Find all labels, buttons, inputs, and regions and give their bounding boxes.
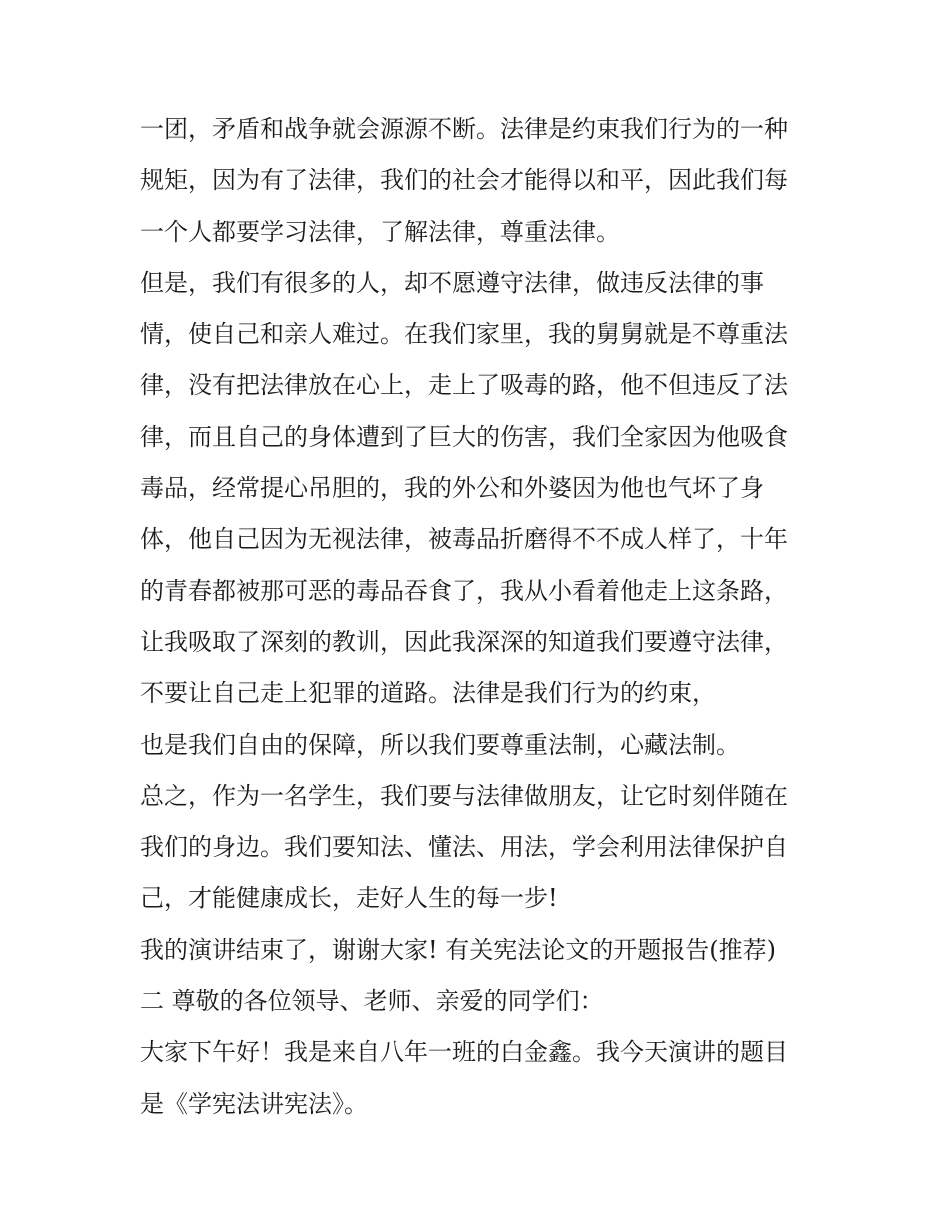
text-line: 但是，我们有很多的人，却不愿遵守法律，做违反法律的事 bbox=[140, 268, 764, 297]
text-line: 总之，作为一名学生，我们要与法律做朋友，让它时刻伴随在 bbox=[140, 781, 788, 810]
text-line: 我们的身边。我们要知法、懂法、用法，学会利用法律保护自 bbox=[140, 833, 788, 862]
text-line: 体，他自己因为无视法律，被毒品折磨得不不成人样了，十年 bbox=[140, 525, 788, 554]
text-line: 不要让自己走上犯罪的道路。法律是我们行为的约束， bbox=[140, 679, 716, 708]
document-body bbox=[140, 104, 830, 1130]
text-line: 律，而且自己的身体遭到了巨大的伤害，我们全家因为他吸食 bbox=[140, 422, 788, 451]
text-line: 让我吸取了深刻的教训，因此我深深的知道我们要遵守法律， bbox=[140, 627, 788, 656]
text-line: 二 尊敬的各位领导、老师、亲爱的同学们： bbox=[140, 987, 604, 1016]
text-line: 是《学宪法讲宪法》。 bbox=[140, 1089, 368, 1118]
text-line: 大家下午好！我是来自八年一班的白金鑫。我今天演讲的题目 bbox=[140, 1038, 788, 1067]
text-line: 我的演讲结束了，谢谢大家! 有关宪法论文的开题报告(推荐) bbox=[140, 935, 776, 964]
text-line: 一个人都要学习法律，了解法律，尊重法律。 bbox=[140, 217, 620, 246]
text-line: 律，没有把法律放在心上，走上了吸毒的路，他不但违反了法 bbox=[140, 371, 788, 400]
text-line: 一团，矛盾和战争就会源源不断。法律是约束我们行为的一种 bbox=[140, 115, 788, 143]
text-line: 己，才能健康成长，走好人生的每一步! bbox=[140, 884, 558, 913]
text-line: 情，使自己和亲人难过。在我们家里，我的舅舅就是不尊重法 bbox=[140, 320, 788, 349]
text-line: 的青春都被那可恶的毒品吞食了，我从小看着他走上这条路， bbox=[140, 576, 788, 605]
text-line: 规矩，因为有了法律，我们的社会才能得以和平，因此我们每 bbox=[140, 166, 788, 195]
text-line: 也是我们自由的保障，所以我们要尊重法制，心藏法制。 bbox=[140, 730, 740, 759]
text-line: 毒品，经常提心吊胆的，我的外公和外婆因为他也气坏了身 bbox=[140, 474, 764, 503]
